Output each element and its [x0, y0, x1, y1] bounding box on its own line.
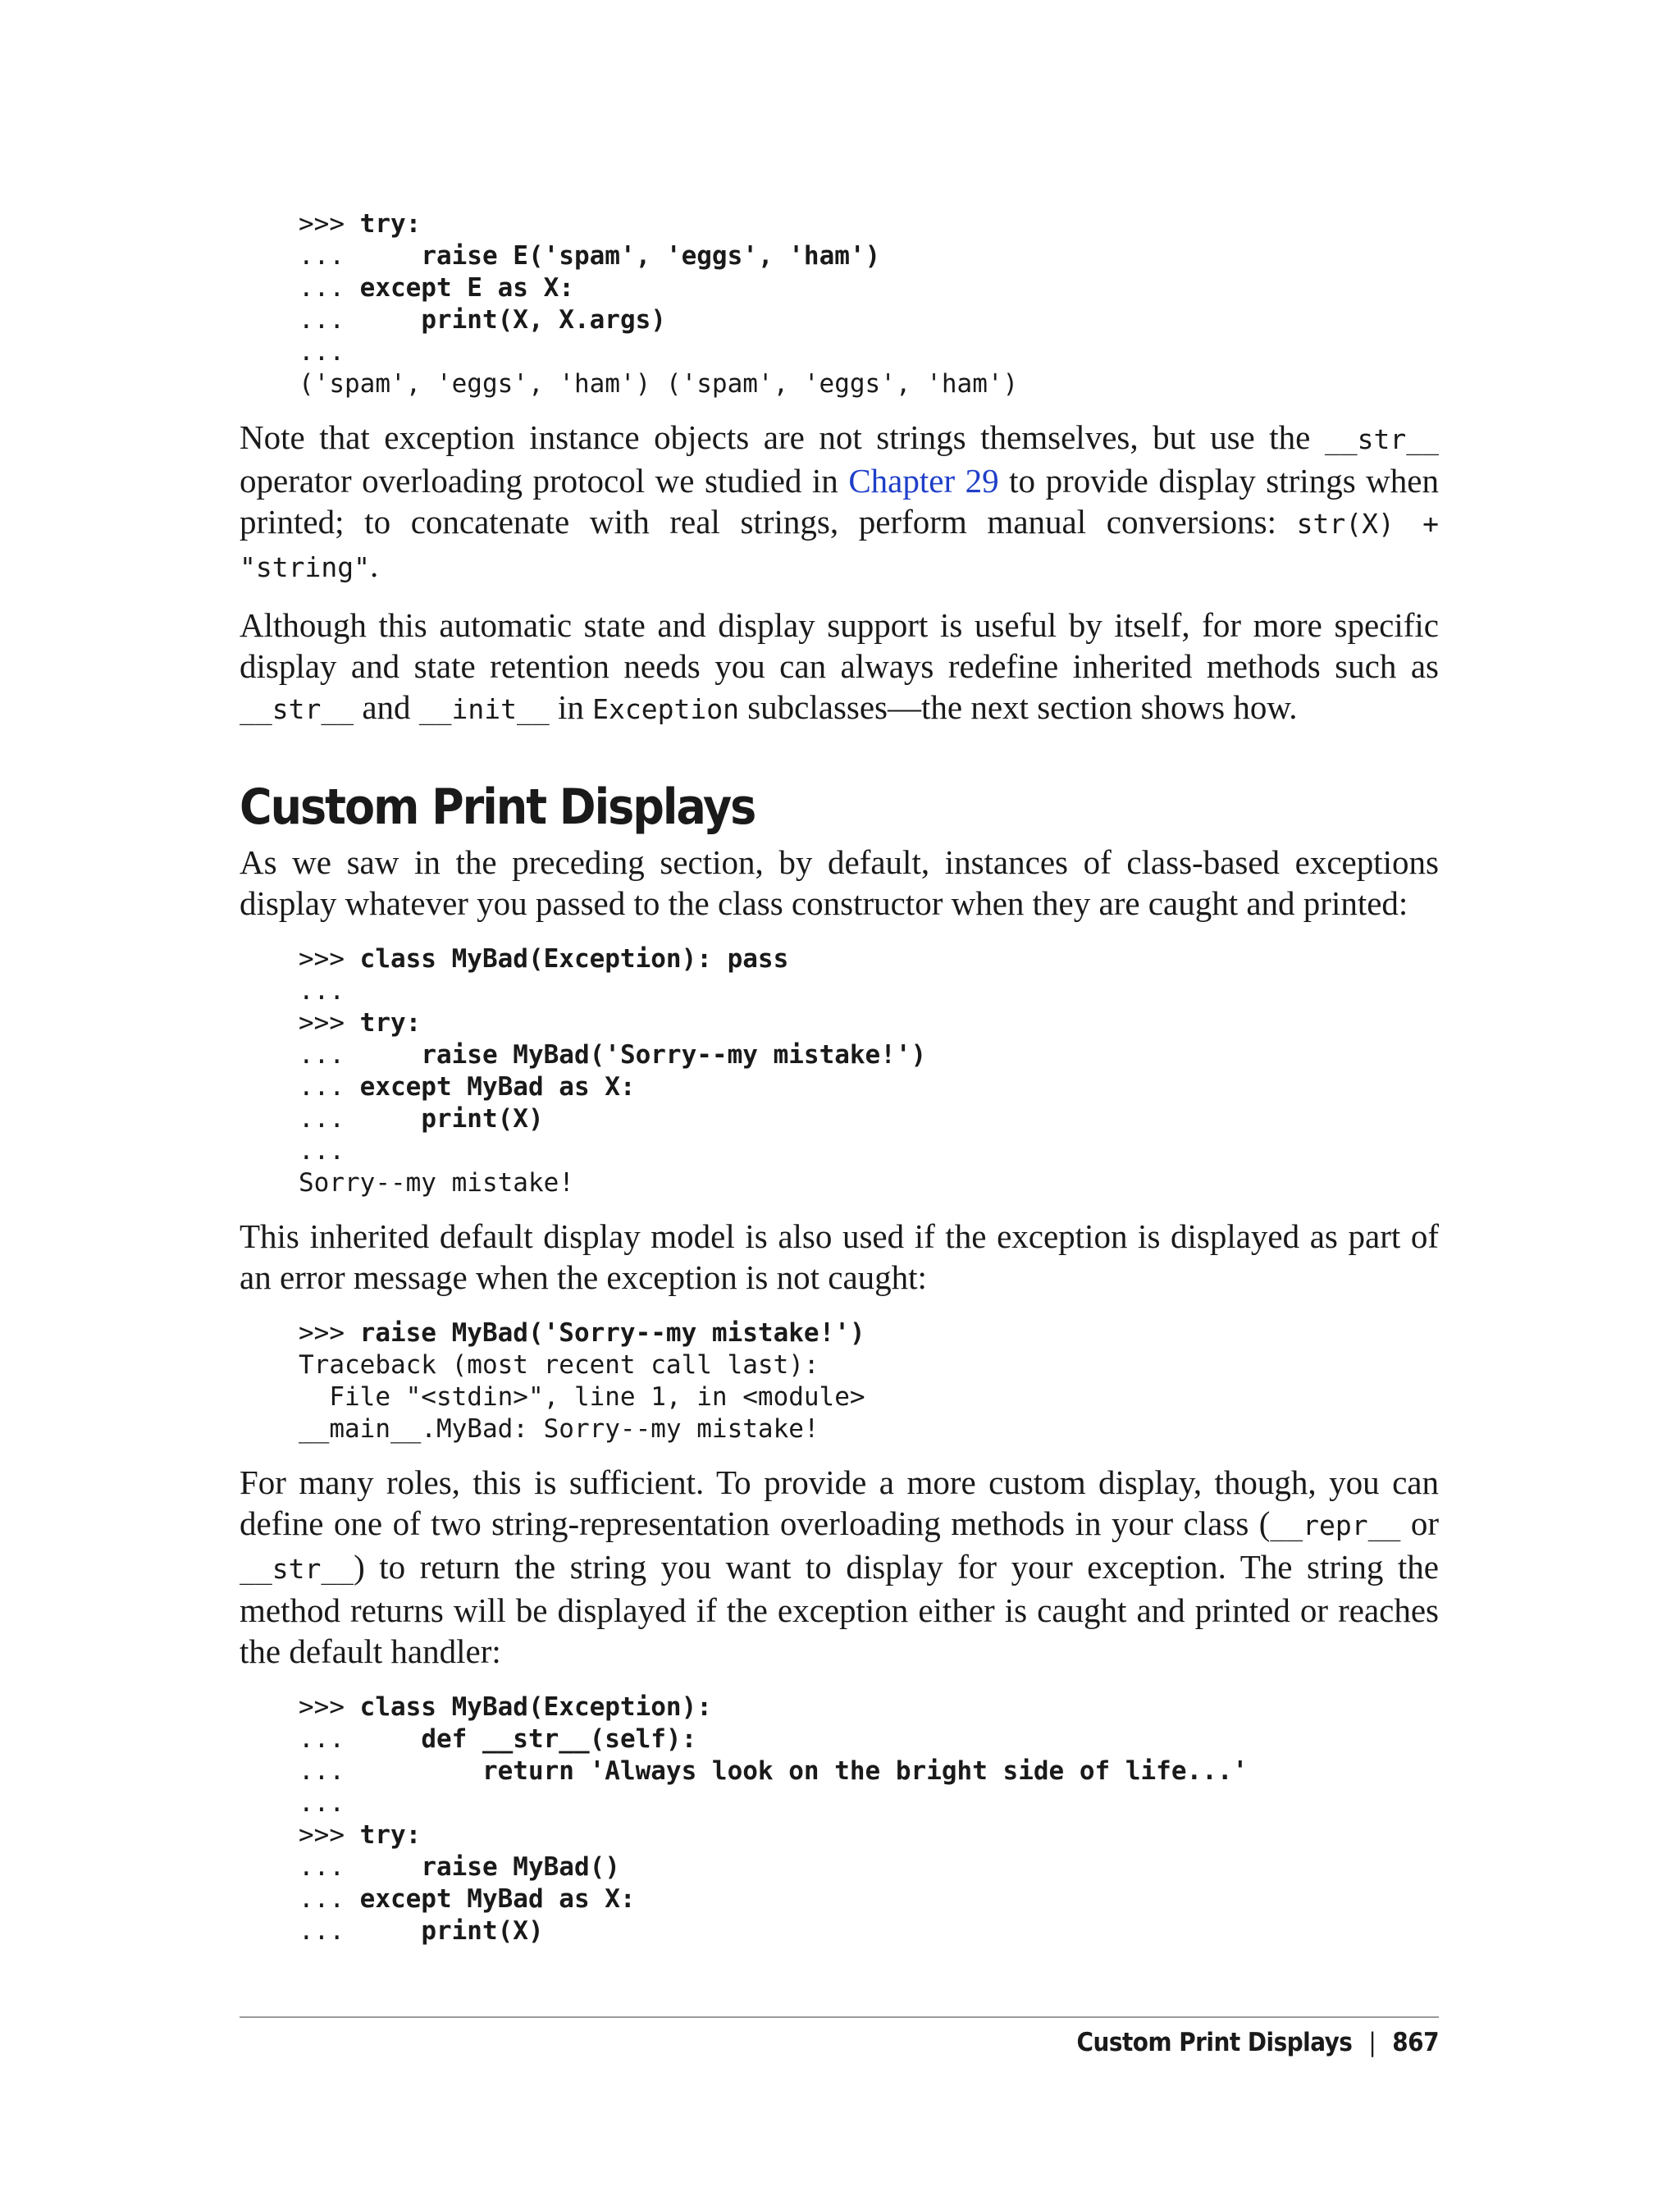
- code-statement: print(X): [421, 1916, 544, 1946]
- code-line: ('spam', 'eggs', 'ham') ('spam', 'eggs', 'ham'): [299, 369, 1019, 399]
- page-footer: [1077, 2026, 1439, 2059]
- inline-code: __str__: [240, 1553, 354, 1585]
- code-line: [299, 1724, 696, 1754]
- code-line: [299, 1916, 544, 1946]
- code-line: [299, 1136, 345, 1166]
- code-line: [299, 1072, 636, 1102]
- page-number: 867: [1392, 2028, 1439, 2057]
- footer-separator: |: [1368, 2028, 1376, 2057]
- code-line: [299, 1884, 636, 1914]
- code-prompt: ...: [299, 1916, 422, 1946]
- code-statement: try:: [359, 1008, 422, 1038]
- inline-code: Exception: [592, 693, 739, 725]
- section-heading: Custom Print Displays: [240, 778, 756, 836]
- code-line: __main__.MyBad: Sorry--my mistake!: [299, 1414, 819, 1444]
- inline-code: __repr__: [1270, 1509, 1401, 1541]
- code-line: [299, 944, 788, 974]
- code-statement: except E as X:: [359, 273, 574, 303]
- code-prompt: ...: [299, 1104, 422, 1134]
- code-prompt: >>>: [299, 944, 360, 974]
- code-statement: except MyBad as X:: [359, 1884, 636, 1914]
- code-prompt: ...: [299, 1724, 422, 1754]
- paragraph: This inherited default display model is also used if the exception is displayed as part of an error message when the exception is not caught:: [240, 1217, 1439, 1296]
- code-prompt: ...: [299, 241, 422, 271]
- code-prompt: >>>: [299, 1318, 360, 1348]
- code-prompt: ...: [299, 1136, 345, 1166]
- code-prompt: ...: [299, 1040, 422, 1070]
- code-line: Traceback (most recent call last):: [299, 1350, 819, 1380]
- code-prompt: ...: [299, 305, 422, 335]
- paragraph: Note that exception instance objects are not strings themselves, but use the __str__ operator overloading protocol we studied in Chapter 29 to provide display strings when printed; to concatenate with real strings, perform manual conversions: str(X) + "string".: [240, 418, 1439, 584]
- code-line: [299, 209, 421, 239]
- code-line: [299, 1788, 345, 1818]
- code-prompt: >>>: [299, 1820, 360, 1850]
- code-statement: try:: [359, 209, 422, 239]
- page-content: [240, 208, 1439, 1947]
- code-line: [299, 305, 666, 335]
- code-statement: try:: [359, 1820, 422, 1850]
- code-line: [299, 1692, 712, 1722]
- code-prompt: >>>: [299, 209, 360, 239]
- paragraph: As we saw in the preceding section, by default, instances of class-based exceptions display whatever you passed to the class constructor when they are caught and printed:: [240, 843, 1439, 922]
- code-line: [299, 1852, 620, 1882]
- code-statement: class MyBad(Exception): pass: [359, 944, 789, 974]
- code-line: [299, 337, 345, 367]
- code-prompt: ...: [299, 337, 345, 367]
- code-line: [299, 1318, 865, 1348]
- code-statement: raise E('spam', 'eggs', 'ham'): [421, 241, 881, 271]
- chapter-link[interactable]: Chapter 29: [848, 462, 999, 500]
- code-block: [299, 943, 1439, 1199]
- inline-code: __init__: [418, 693, 550, 725]
- inline-code: __str__: [240, 693, 354, 725]
- code-statement: def __str__(self):: [421, 1724, 697, 1754]
- code-statement: print(X, X.args): [421, 305, 666, 335]
- code-prompt: >>>: [299, 1692, 360, 1722]
- code-prompt: >>>: [299, 1008, 360, 1038]
- code-line: [299, 1008, 421, 1038]
- code-line: [299, 241, 880, 271]
- code-line: [299, 1104, 544, 1134]
- paragraph: For many roles, this is sufficient. To provide a more custom display, though, you can define one of two string-representation overloading methods in your class (__repr__ or __str__) to return the string you want to display for your exception. The string the method returns will be displayed if the exception either is caught and printed or reaches the default handler:: [240, 1463, 1439, 1670]
- code-line: File "<stdin>", line 1, in <module>: [299, 1382, 865, 1412]
- inline-code: str(X) + "string": [240, 508, 1439, 583]
- code-prompt: ...: [299, 976, 345, 1006]
- code-line: [299, 1756, 1248, 1786]
- inline-code: __str__: [1324, 423, 1439, 455]
- code-statement: except MyBad as X:: [359, 1072, 636, 1102]
- running-section-title: Custom Print Displays: [1076, 2028, 1353, 2057]
- code-line: [299, 273, 574, 303]
- footer-rule: [240, 2016, 1439, 2018]
- code-statement: raise MyBad('Sorry--my mistake!'): [421, 1040, 927, 1070]
- code-line: Sorry--my mistake!: [299, 1168, 574, 1198]
- code-statement: raise MyBad('Sorry--my mistake!'): [359, 1318, 865, 1348]
- code-block: [299, 1691, 1439, 1947]
- code-prompt: ...: [299, 1072, 360, 1102]
- code-line: [299, 976, 345, 1006]
- code-statement: raise MyBad(): [421, 1852, 620, 1882]
- code-prompt: ...: [299, 1788, 345, 1818]
- code-line: [299, 1820, 421, 1850]
- code-line: [299, 1040, 926, 1070]
- code-prompt: ...: [299, 1852, 422, 1882]
- code-prompt: ...: [299, 1884, 360, 1914]
- code-prompt: ...: [299, 273, 360, 303]
- code-block: [299, 1317, 1439, 1445]
- code-statement: return 'Always look on the bright side of life...': [482, 1756, 1249, 1786]
- code-block: [299, 208, 1439, 400]
- code-statement: class MyBad(Exception):: [359, 1692, 712, 1722]
- paragraph: Although this automatic state and display support is useful by itself, for more specific display and state retention needs you can always redefine inherited methods such as __str__ and __init__ in Exception subclasses—the next section shows how.: [240, 606, 1439, 726]
- code-statement: print(X): [421, 1104, 544, 1134]
- code-prompt: ...: [299, 1756, 482, 1786]
